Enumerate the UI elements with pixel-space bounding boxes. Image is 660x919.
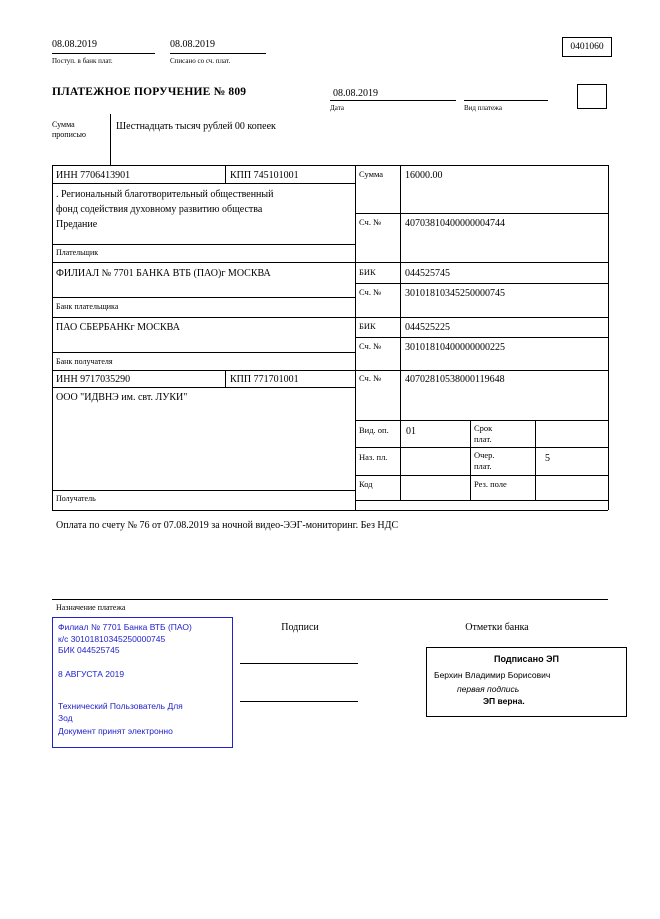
debited-date-underline: [170, 53, 266, 54]
payer-bank-account: 30101810345250000745: [405, 288, 505, 299]
doc-date-label: Дата: [330, 104, 344, 112]
payee-inn: ИНН 9717035290: [56, 374, 131, 385]
table-line: [355, 337, 608, 338]
table-border-bottom: [52, 510, 608, 511]
table-border-right: [608, 165, 609, 510]
stamp-user-line1: Технический Пользователь Для: [58, 701, 183, 711]
stamp-bik: БИК 044525745: [58, 645, 120, 655]
table-line: [355, 213, 608, 214]
signature-stamp-title: Подписано ЭП: [494, 654, 559, 664]
payee-account: 40702810538000119648: [405, 374, 505, 385]
payee-name: ООО "ИДВНЭ им. свт. ЛУКИ": [56, 392, 188, 403]
table-line: [52, 297, 355, 298]
table-line: [52, 183, 355, 184]
payer-caption: Плательщик: [56, 248, 99, 257]
stamp-user-line2: Зод: [58, 712, 73, 723]
received-date-label: Поступ. в банк плат.: [52, 57, 113, 65]
table-line: [400, 165, 401, 500]
table-line: [52, 490, 355, 491]
payer-kpp: КПП 745101001: [230, 170, 299, 181]
bank-marks-label: Отметки банка: [465, 622, 529, 633]
payee-bank-caption: Банк получателя: [56, 357, 113, 366]
debited-date-label: Списано со сч. плат.: [170, 57, 231, 65]
table-line: [52, 262, 608, 263]
amount-value: 16000.00: [405, 170, 443, 181]
payee-bank-bik-label: БИК: [359, 321, 376, 331]
table-line: [225, 165, 226, 183]
stamp-date: 8 АВГУСТА 2019: [58, 668, 125, 679]
table-border-top: [52, 165, 608, 166]
payment-type-underline: [464, 100, 548, 101]
payee-bank-account: 30101810400000000225: [405, 342, 505, 353]
table-line: [355, 475, 608, 476]
payer-bank-name: ФИЛИАЛ № 7701 БАНКА ВТБ (ПАО)г МОСКВА: [56, 268, 271, 279]
signatures-label: Подписи: [281, 622, 319, 633]
amount-label: Сумма: [359, 169, 384, 179]
payer-account: 40703810400000004744: [405, 218, 505, 229]
payee-account-label: Сч. №: [359, 373, 382, 383]
received-date-underline: [52, 53, 155, 54]
pay-term-label: Срок плат.: [474, 423, 493, 444]
table-line: [470, 420, 471, 500]
stamp-status: Документ принят электронно: [58, 726, 173, 736]
payment-type-label: Вид платежа: [464, 104, 503, 112]
payment-purpose-text: Оплата по счету № 76 от 07.08.2019 за ночной видео-ЭЭГ-мониторинг. Без НДС: [56, 520, 399, 531]
signature-stamp-box: [426, 647, 627, 717]
pay-order-value: 5: [545, 453, 550, 464]
payer-bank-caption: Банк плательщика: [56, 302, 119, 311]
doc-date: 08.08.2019: [333, 88, 378, 99]
table-line: [52, 352, 355, 353]
payer-bank-bik-label: БИК: [359, 267, 376, 277]
pay-order-label: Очер. плат.: [474, 450, 495, 471]
table-line: [225, 370, 226, 387]
bank-electronic-stamp: [52, 617, 233, 748]
amount-in-words-value: Шестнадцать тысяч рублей 00 копеек: [116, 121, 276, 132]
payer-bank-account-label: Сч. №: [359, 287, 382, 297]
table-line: [355, 283, 608, 284]
op-type-value: 01: [406, 426, 416, 437]
doc-title: ПЛАТЕЖНОЕ ПОРУЧЕНИЕ № 809: [52, 86, 247, 98]
signature-role: первая подпись: [457, 684, 520, 694]
payee-kpp: КПП 771701001: [230, 374, 299, 385]
payment-type-box: [577, 84, 607, 109]
signature-line: [240, 701, 358, 702]
table-border-left: [52, 165, 53, 510]
purpose-underline: [52, 599, 608, 600]
code-label: Код: [359, 479, 373, 489]
op-type-label: Вид. оп.: [359, 425, 389, 435]
payer-account-label: Сч. №: [359, 217, 382, 227]
signer-name: Берхин Владимир Борисович: [434, 670, 551, 680]
table-line: [535, 420, 536, 500]
stamp-bank-name: Филиал № 7701 Банка ВТБ (ПАО): [58, 622, 192, 632]
reserve-field-label: Рез. поле: [474, 479, 507, 489]
table-line: [355, 447, 608, 448]
payee-bank-name: ПАО СБЕРБАНКг МОСКВА: [56, 322, 180, 333]
stamp-corr-account: к/с 30101810345250000745: [58, 633, 166, 644]
debited-date: 08.08.2019: [170, 39, 215, 50]
doc-date-underline: [330, 100, 456, 101]
amount-words-divider: [110, 114, 111, 165]
payer-inn: ИНН 7706413901: [56, 170, 131, 181]
payee-bank-bik: 044525225: [405, 322, 450, 333]
payment-purpose-caption: Назначение платежа: [56, 603, 126, 612]
table-line: [355, 420, 608, 421]
payer-bank-bik: 044525745: [405, 268, 450, 279]
signature-verified: ЭП верна.: [483, 696, 525, 706]
payee-caption: Получатель: [56, 494, 96, 503]
table-line: [52, 370, 608, 371]
purpose-code-label: Наз. пл.: [359, 452, 388, 462]
received-date: 08.08.2019: [52, 39, 97, 50]
table-line: [52, 317, 608, 318]
form-code-box: 0401060: [562, 37, 612, 57]
payee-bank-account-label: Сч. №: [359, 341, 382, 351]
payer-name: . Региональный благотворительный общественный фонд содействия духовному развитию общества Предание: [56, 189, 274, 230]
table-line: [52, 387, 355, 388]
amount-in-words-label: Сумма прописью: [52, 120, 87, 139]
signature-line: [240, 663, 358, 664]
table-line: [355, 500, 608, 501]
table-line: [52, 244, 355, 245]
